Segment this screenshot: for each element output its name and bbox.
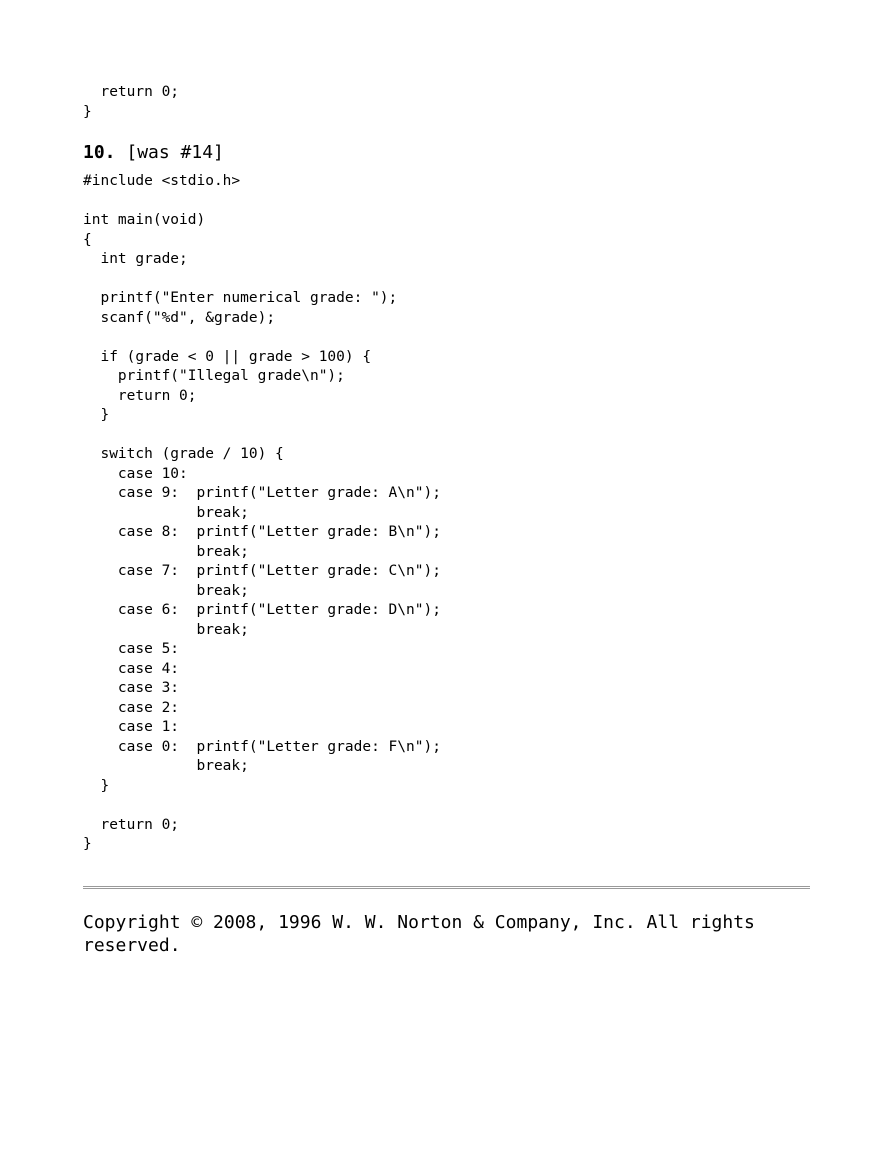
previous-code-tail: return 0; }: [83, 84, 180, 120]
exercise-number: 10.: [83, 142, 116, 163]
copyright-notice: Copyright © 2008, 1996 W. W. Norton & Company, Inc. All rights reserved.: [83, 911, 755, 956]
code-listing: #include <stdio.h> int main(void) { int grade; printf("Enter numerical grade: "); scanf("%d", &grade); if (grade < 0 || grade > 100) { printf("Illegal grade\n"); return 0; } switch (grade / 10) { case 10: case 9: printf("Letter grade: A\n"); break; case 8: printf("Letter grade: B\n"); break; case 7: printf("Letter grade: C\n"); break; case 6: printf("Letter grade: D\n"); break; case 5: case 4: case 3: case 2: case 1: case 0: printf("Letter grade: F\n"); break; } return 0; }: [83, 173, 441, 852]
document-page: [83, 83, 810, 957]
horizontal-rule: [83, 886, 810, 889]
exercise-heading: [83, 142, 810, 164]
exercise-note: [was #14]: [126, 142, 224, 163]
